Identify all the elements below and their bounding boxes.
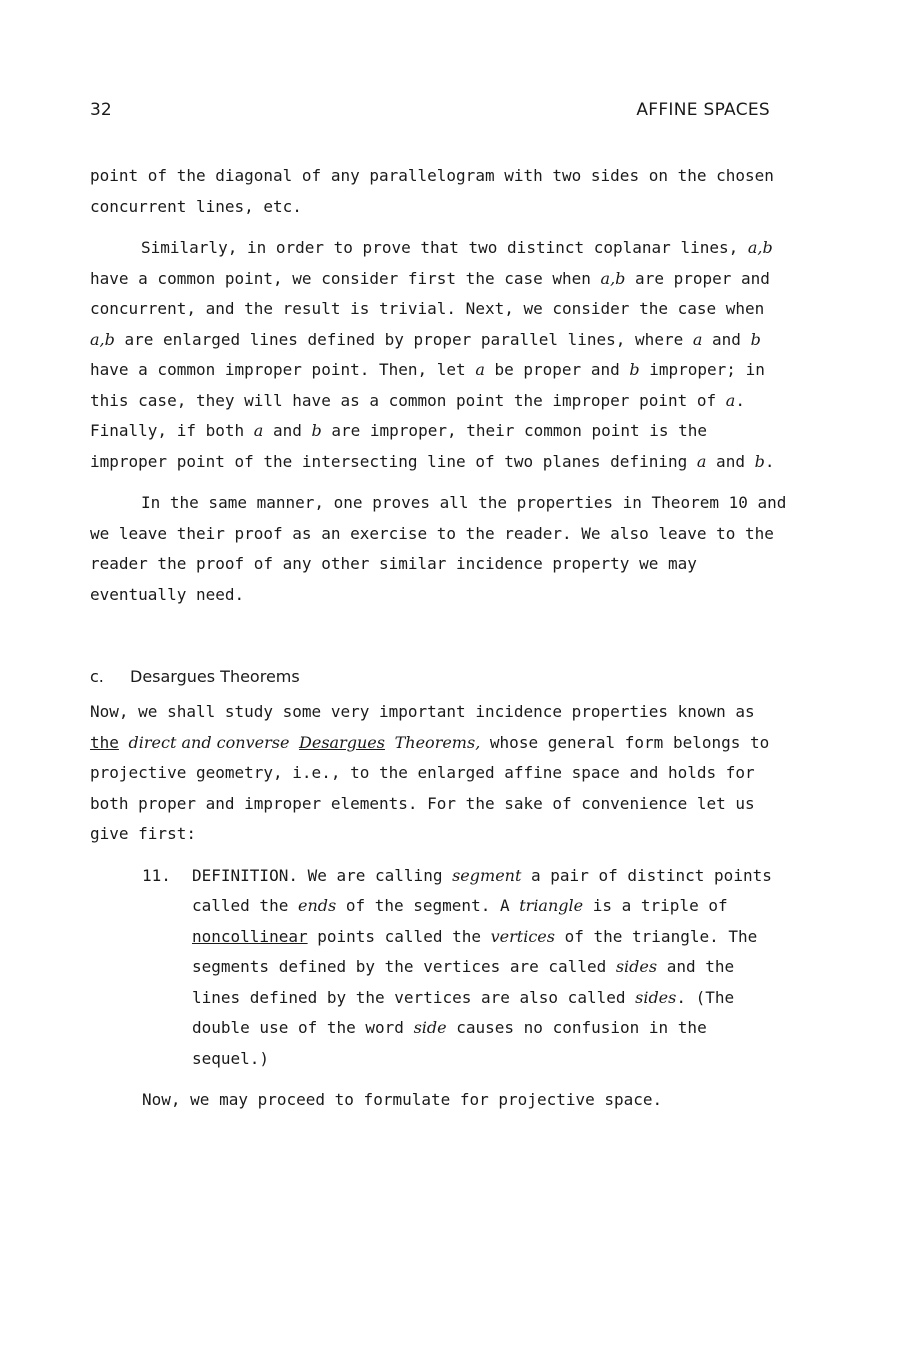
defined-term: vertices	[490, 926, 555, 946]
page-header	[90, 100, 770, 124]
italic-term: Theorems,	[394, 732, 481, 752]
math-variable: b	[629, 360, 640, 379]
math-variable: a	[253, 421, 264, 440]
defined-term: sides	[615, 957, 658, 976]
math-variable: a	[692, 329, 703, 349]
math-variable: a,b	[600, 268, 626, 288]
underlined-term: the	[90, 732, 119, 752]
defined-term: triangle	[519, 896, 584, 915]
math-variable: b	[750, 329, 761, 349]
paragraph-coplanar-lines: Similarly, in order to prove that two distinct coplanar lines, a,b have a common point, we consider first the case when a,b are proper and concurrent, and the result is trivial. Next, we consider the case when a,b are enlarged lines defined by proper parallel lines, where a and b have a common improper point. Then, let a be proper and b improper; in this case, they will have as a common point the improper point of a. Finally, if both a and b are improper, their common point is the improper point of the intersecting line of two planes defining a and b.	[90, 238, 775, 471]
math-variable: b	[754, 451, 765, 471]
math-variable: b	[311, 421, 322, 440]
paragraph-closing: Now, we may proceed to formulate for projective space.	[142, 1090, 663, 1109]
definition-number: 11.	[142, 865, 171, 885]
section-label: c.	[90, 667, 104, 686]
section-heading	[90, 665, 790, 689]
defined-term: side	[413, 1018, 447, 1037]
math-variable: a	[475, 360, 485, 379]
paragraph-desargues-intro: Now, we shall study some very important incidence properties known as the direct and converse Desargues Theorems, whose general form belongs to projective geometry, i.e., to the enlarged affine space and holds for both proper and improper elements. For the sake of convenience let us give first:	[90, 702, 770, 843]
math-variable: a,b	[90, 329, 115, 349]
page-body	[90, 161, 790, 1116]
italic-term: direct and converse	[128, 732, 290, 752]
definition-text: DEFINITION. We are calling segment a pair of distinct points called the ends of the segment. A triangle is a triple of noncollinear points called the vertices of the triangle. The segments defined by the vertices are called sides and the lines defined by the vertices are also called sides. (The double use of the word side causes no confusion in the sequel.)	[192, 865, 772, 1068]
math-variable: a,b	[747, 238, 773, 257]
math-variable: a	[696, 451, 707, 471]
italic-term: Desargues	[299, 732, 385, 752]
page-number: 32	[90, 100, 112, 120]
paragraph-theorem-10: In the same manner, one proves all the properties in Theorem 10 and we leave their proof as an exercise to the reader. We also leave to the reader the proof of any other similar incidence property we may eventually need.	[90, 493, 787, 604]
defined-term: segment	[452, 865, 522, 885]
underlined-term: noncollinear	[192, 926, 308, 946]
definition-block	[142, 861, 790, 1075]
section-title: Desargues Theorems	[130, 667, 300, 686]
defined-term: sides	[635, 987, 677, 1007]
defined-term: ends	[297, 896, 337, 915]
math-variable: a	[725, 390, 736, 410]
paragraph-continuation: point of the diagonal of any parallelogram with two sides on the chosen concurrent lines, etc.	[90, 166, 774, 216]
running-title: AFFINE SPACES	[636, 100, 770, 120]
